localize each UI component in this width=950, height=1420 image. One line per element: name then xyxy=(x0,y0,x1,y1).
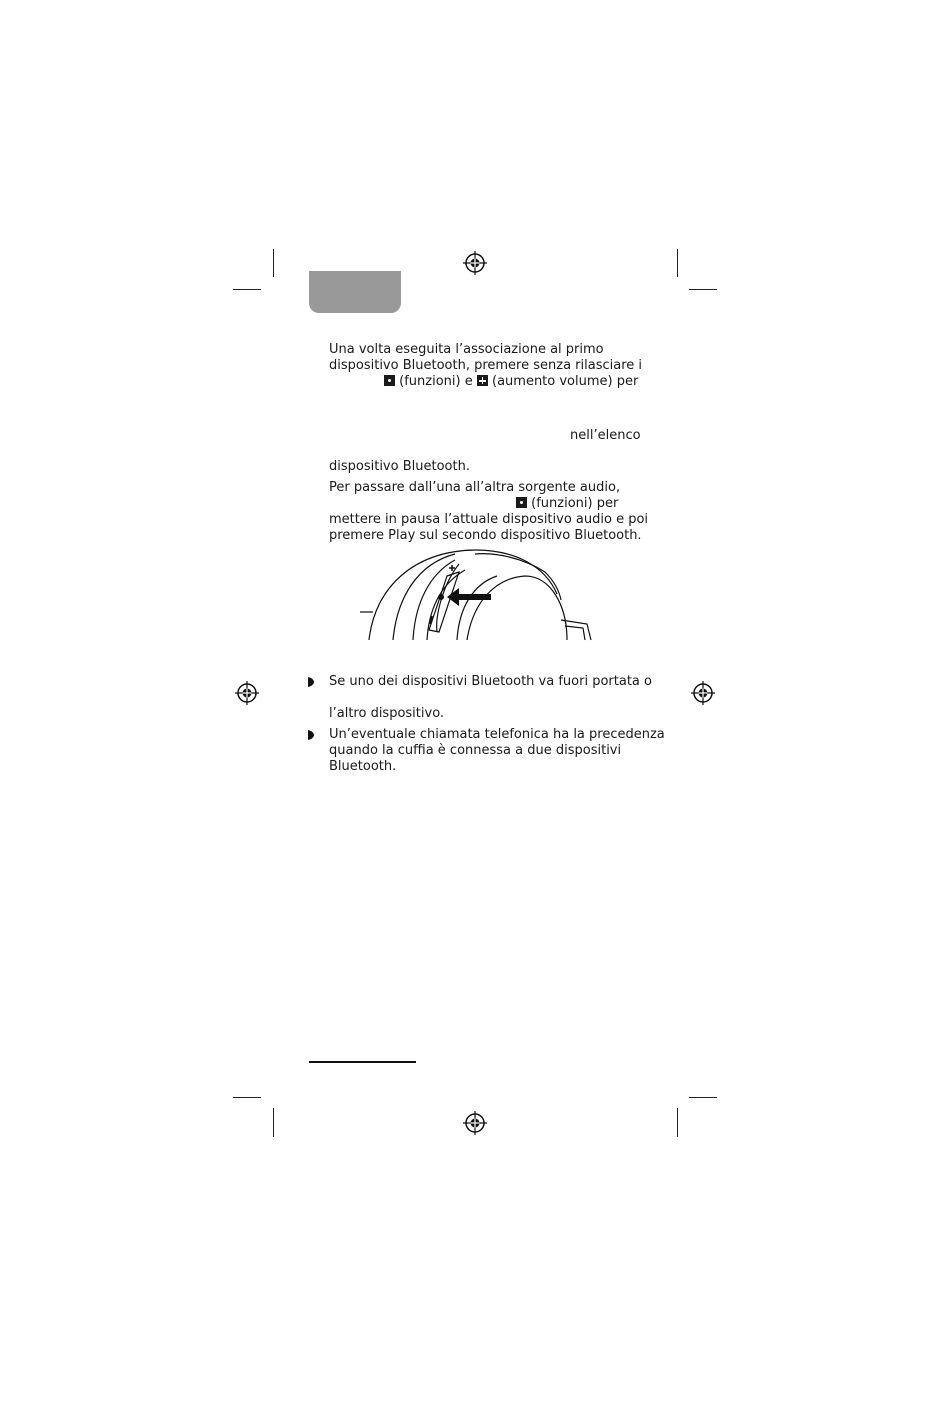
registration-mark-icon xyxy=(463,1111,487,1135)
footer-rule xyxy=(309,1061,416,1063)
crop-mark-bottom-left-horizontal xyxy=(233,1097,261,1098)
note-2-line-2: quando la cuffia è connessa a due dispositivi xyxy=(329,743,622,758)
crop-mark-bottom-right-vertical xyxy=(677,1108,678,1137)
paragraph-1-line-3-text-b: (aumento volume) per xyxy=(492,374,639,389)
section-tab xyxy=(309,271,401,313)
crop-mark-top-left-vertical xyxy=(273,249,274,277)
note-2-line-3: Bluetooth. xyxy=(329,759,397,774)
registration-mark-icon xyxy=(691,681,715,705)
paragraph-1-line-1: Una volta eseguita l’associazione al primo xyxy=(329,342,604,357)
paragraph-2-line-2-text: (funzioni) per xyxy=(531,496,619,511)
paragraph-2-line-2 xyxy=(516,496,618,512)
paragraph-2-line-1: Per passare dall’una all’altra sorgente audio, xyxy=(329,480,621,495)
crop-mark-bottom-right-horizontal xyxy=(689,1097,717,1098)
paragraph-1-line-4: nell’elenco xyxy=(570,428,641,443)
crop-mark-top-right-horizontal xyxy=(689,289,717,290)
function-button-icon xyxy=(384,375,395,386)
paragraph-2-line-4: premere Play sul secondo dispositivo Bluetooth. xyxy=(329,528,642,543)
paragraph-1-line-5: dispositivo Bluetooth. xyxy=(329,459,470,474)
bullet-icon xyxy=(308,730,314,740)
paragraph-1-line-3-text-a: (funzioni) e xyxy=(399,374,473,389)
function-button-icon xyxy=(516,497,527,508)
headphone-illustration xyxy=(355,546,595,642)
note-2-line-1: Un’eventuale chiamata telefonica ha la precedenza xyxy=(329,727,665,742)
crop-mark-top-left-horizontal xyxy=(233,289,261,290)
registration-mark-icon xyxy=(235,681,259,705)
crop-mark-bottom-left-vertical xyxy=(273,1108,274,1137)
note-1-line-2: l’altro dispositivo. xyxy=(329,706,445,721)
registration-mark-icon xyxy=(463,251,487,275)
paragraph-1-line-2: dispositivo Bluetooth, premere senza rilasciare i xyxy=(329,358,643,373)
bullet-icon xyxy=(308,677,314,687)
crop-mark-top-right-vertical xyxy=(677,249,678,277)
note-1-line-1: Se uno dei dispositivi Bluetooth va fuori portata o xyxy=(329,674,652,689)
paragraph-1-line-3 xyxy=(384,374,638,390)
paragraph-2-line-3: mettere in pausa l’attuale dispositivo audio e poi xyxy=(329,512,649,527)
volume-up-button-icon xyxy=(477,375,488,386)
